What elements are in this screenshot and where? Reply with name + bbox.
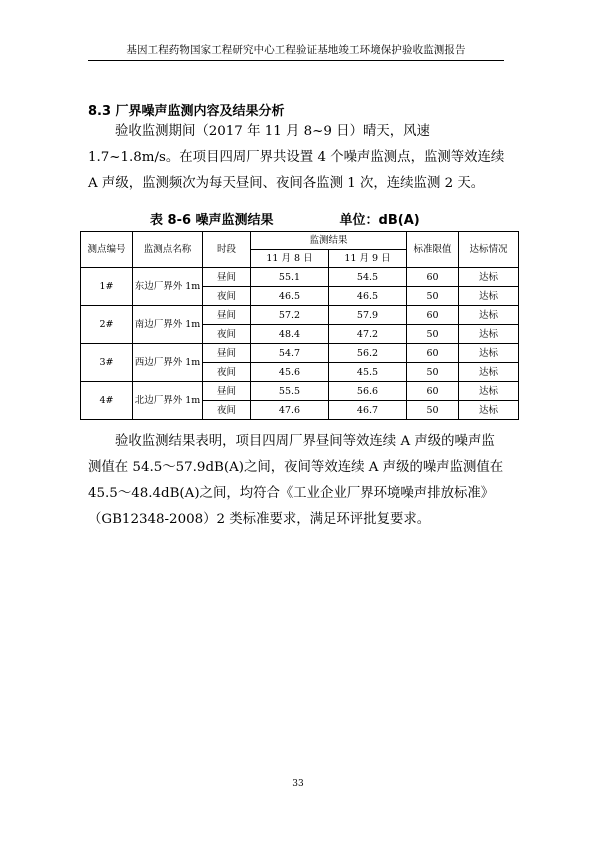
cell-status: 达标 [459,268,519,287]
cell-limit: 50 [407,287,459,306]
cell-point-name: 北边厂界外 1m [133,382,203,420]
cell-status: 达标 [459,363,519,382]
cell-point-no: 1# [81,268,133,306]
header-limit: 标准限值 [407,232,459,268]
cell-point-name: 东边厂界外 1m [133,268,203,306]
cell-period: 昼间 [203,344,251,363]
cell-value: 54.7 [251,344,329,363]
cell-period: 夜间 [203,401,251,420]
cell-point-name: 南边厂界外 1m [133,306,203,344]
cell-period: 夜间 [203,287,251,306]
cell-period: 夜间 [203,325,251,344]
cell-limit: 60 [407,382,459,401]
header-point-no: 测点编号 [81,232,133,268]
cell-value: 57.2 [251,306,329,325]
cell-point-name: 西边厂界外 1m [133,344,203,382]
page-number: 33 [292,779,304,789]
header-day2: 11 月 9 日 [329,250,407,268]
table-title: 表 8-6 噪声监测结果 [150,213,274,228]
table-row [81,306,519,325]
cell-value: 54.5 [329,268,407,287]
table-caption [150,209,420,228]
paragraph-results-conclusion [88,429,508,533]
cell-limit: 60 [407,306,459,325]
cell-value: 46.7 [329,401,407,420]
cell-point-no: 3# [81,344,133,382]
cell-value: 55.5 [251,382,329,401]
cell-limit: 50 [407,325,459,344]
cell-value: 56.2 [329,344,407,363]
paragraph-monitoring-conditions [88,119,508,197]
paragraph-text: 验收监测结果表明，项目四周厂界昼间等效连续 A 声级的噪声监测值在 54.5～57.9dB(A)之间，夜间等效连续 A 声级的噪声监测值在 45.5～48.4dB(A)之间，均符合《工业企业厂界环境噪声排放标准》（GB12348-2008）2 类标准要求，满足环评批复要求。 [88,434,504,527]
cell-value: 46.5 [329,287,407,306]
cell-value: 48.4 [251,325,329,344]
table-unit: 单位：dB(A) [339,213,420,228]
cell-value: 56.6 [329,382,407,401]
noise-results-table [80,231,519,420]
cell-limit: 60 [407,268,459,287]
cell-limit: 50 [407,363,459,382]
table-row [81,382,519,401]
header-period: 时段 [203,232,251,268]
table-row [81,268,519,287]
cell-value: 46.5 [251,287,329,306]
header-day1: 11 月 8 日 [251,250,329,268]
cell-status: 达标 [459,382,519,401]
running-header: 基因工程药物国家工程研究中心工程验证基地竣工环境保护验收监测报告 [88,42,504,61]
cell-period: 昼间 [203,382,251,401]
cell-status: 达标 [459,344,519,363]
cell-value: 45.6 [251,363,329,382]
cell-point-no: 2# [81,306,133,344]
header-results: 监测结果 [251,232,407,250]
cell-value: 47.6 [251,401,329,420]
cell-value: 45.5 [329,363,407,382]
cell-status: 达标 [459,401,519,420]
cell-period: 昼间 [203,306,251,325]
cell-status: 达标 [459,287,519,306]
header-status: 达标情况 [459,232,519,268]
cell-limit: 60 [407,344,459,363]
cell-value: 47.2 [329,325,407,344]
paragraph-text: 验收监测期间（2017 年 11 月 8~9 日）晴天，风速 1.7~1.8m/s。在项目四周厂界共设置 4 个噪声监测点，监测等效连续 A 声级，监测频次为每天昼间、夜间各监测 1 次，连续监测 2 天。 [88,124,505,191]
cell-point-no: 4# [81,382,133,420]
cell-period: 夜间 [203,363,251,382]
cell-status: 达标 [459,325,519,344]
cell-value: 55.1 [251,268,329,287]
cell-value: 57.9 [329,306,407,325]
table-row [81,344,519,363]
cell-period: 昼间 [203,268,251,287]
section-title: 8.3 厂界噪声监测内容及结果分析 [88,104,285,119]
cell-limit: 50 [407,401,459,420]
header-point-name: 监测点名称 [133,232,203,268]
cell-status: 达标 [459,306,519,325]
